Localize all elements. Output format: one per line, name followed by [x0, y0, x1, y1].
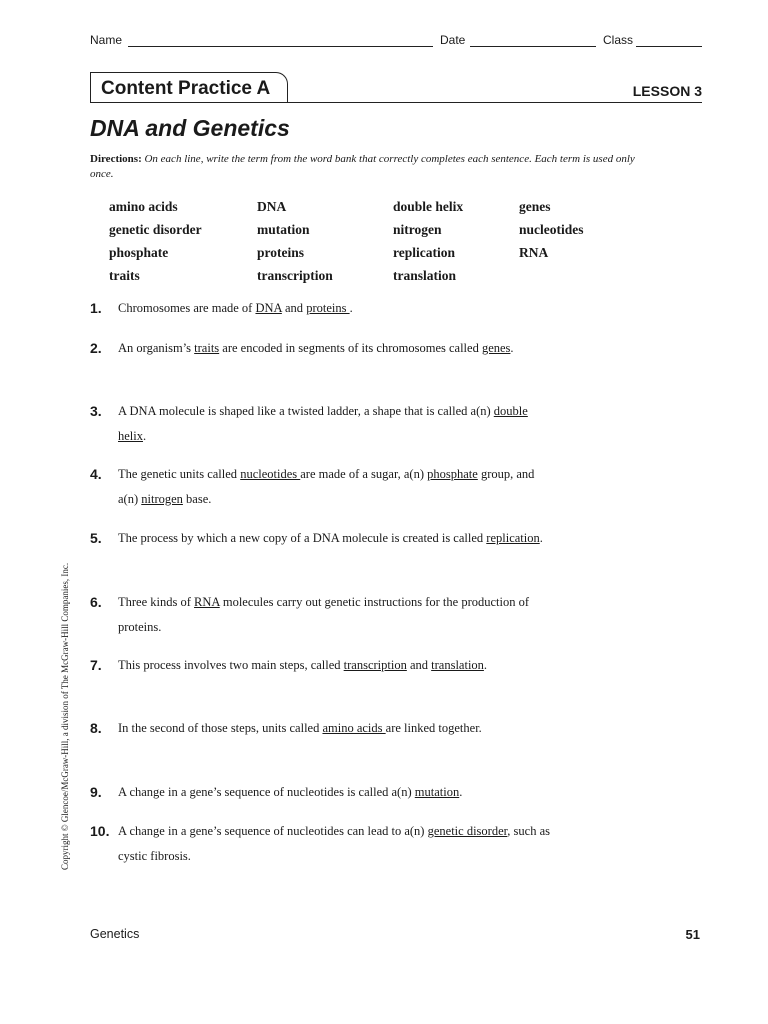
question-number: 3.	[90, 403, 102, 419]
question-text-segment: An organism’s	[118, 341, 195, 355]
question-text-segment: molecules carry out genetic instructions for the production of proteins.	[118, 595, 530, 634]
question-text	[118, 526, 550, 551]
word-bank-term: replication	[393, 245, 455, 260]
question-number: 4.	[90, 466, 102, 482]
answer-blank[interactable]: mutation	[414, 785, 460, 799]
date-field[interactable]	[470, 46, 596, 47]
answer-blank[interactable]: phosphate	[427, 467, 478, 481]
page-number: 51	[685, 927, 700, 942]
answer-blank[interactable]: amino acids	[322, 721, 386, 735]
word-bank-term: traits	[109, 268, 140, 283]
question-item	[90, 462, 550, 512]
question-item	[90, 653, 550, 678]
word-bank-term: phosphate	[109, 245, 169, 260]
question-text-segment: base.	[182, 492, 212, 506]
question-number: 5.	[90, 530, 102, 546]
question-text	[118, 462, 550, 512]
name-label: Name	[90, 33, 123, 47]
question-item	[90, 336, 550, 361]
question-text-segment: A DNA molecule is shaped like a twisted ladder, a shape that is called a(n)	[118, 404, 494, 418]
word-bank-term: RNA	[519, 245, 549, 260]
answer-blank[interactable]: transcription	[343, 658, 407, 672]
question-text-segment: .	[483, 658, 488, 672]
question-text-segment: Three kinds of	[118, 595, 195, 609]
question-item	[90, 399, 550, 449]
question-number: 9.	[90, 784, 102, 800]
directions-label: Directions:	[90, 153, 142, 165]
question-text	[118, 780, 550, 805]
question-text-segment: .	[539, 531, 543, 545]
footer-subject: Genetics	[90, 927, 140, 941]
date-label: Date	[440, 33, 466, 47]
word-bank-term: transcription	[257, 268, 333, 283]
directions-text: On each line, write the term from the word bank that correctly completes each sentence. Each term is used only once.	[90, 153, 635, 180]
header-rule	[90, 102, 702, 103]
answer-blank[interactable]: nucleotides	[240, 467, 301, 481]
answer-blank[interactable]: translation	[431, 658, 484, 672]
answer-blank[interactable]: proteins	[306, 301, 350, 315]
question-number: 2.	[90, 340, 102, 356]
answer-blank[interactable]: genes	[481, 341, 511, 355]
name-field[interactable]	[128, 46, 433, 47]
answer-blank[interactable]: DNA	[255, 301, 282, 315]
question-text-segment: This process involves two main steps, called	[118, 658, 344, 672]
word-bank-term: amino acids	[109, 199, 178, 214]
question-item	[90, 526, 550, 551]
question-text-segment: The genetic units called	[118, 467, 241, 481]
question-item	[90, 590, 550, 640]
answer-blank[interactable]: replication	[486, 531, 540, 545]
question-text-segment: .	[510, 341, 514, 355]
word-bank-term: proteins	[257, 245, 305, 260]
question-text-segment: In the second of those steps, units called	[118, 721, 323, 735]
question-text-segment: group, and a(n)	[118, 467, 535, 506]
answer-blank[interactable]: genetic disorder	[427, 824, 508, 838]
answer-blank[interactable]: RNA	[194, 595, 220, 609]
word-bank-term: mutation	[257, 222, 310, 237]
question-text-segment: .	[459, 785, 463, 799]
question-item	[90, 716, 550, 741]
tab-title: Content Practice A	[101, 78, 271, 99]
question-text-segment: are made of a sugar, a(n)	[300, 467, 428, 481]
question-text-segment: .	[143, 429, 147, 443]
question-text-segment: are encoded in segments of its chromosomes called	[219, 341, 482, 355]
question-text-segment: are linked together.	[385, 721, 482, 735]
question-number: 1.	[90, 300, 102, 316]
question-text	[118, 716, 550, 741]
question-text-segment: A change in a gene’s sequence of nucleotides is called a(n)	[118, 785, 415, 799]
question-text	[118, 819, 550, 869]
word-bank-term: nucleotides	[519, 222, 584, 237]
question-text-segment: Chromosomes are made of	[118, 301, 256, 315]
question-text-segment: The process by which a new copy of a DNA molecule is created is called	[118, 531, 487, 545]
question-number: 7.	[90, 657, 102, 673]
word-bank-term: nitrogen	[393, 222, 442, 237]
question-number: 10.	[90, 823, 110, 839]
class-field[interactable]	[636, 46, 702, 47]
question-text-segment: A change in a gene’s sequence of nucleotides can lead to a(n)	[118, 824, 428, 838]
word-bank-term: translation	[393, 268, 457, 283]
question-number: 8.	[90, 720, 102, 736]
answer-blank[interactable]: nitrogen	[141, 492, 183, 506]
question-text	[118, 399, 550, 449]
answer-blank[interactable]: double helix	[118, 404, 528, 443]
question-text-segment: , such as cystic fibrosis.	[118, 824, 550, 863]
question-text	[118, 653, 550, 678]
lesson-label: LESSON 3	[632, 83, 702, 99]
content-practice-tab	[90, 72, 288, 103]
word-bank-term: genetic disorder	[109, 222, 202, 237]
page-title: DNA and Genetics	[90, 115, 290, 141]
question-text-segment: .	[349, 301, 353, 315]
word-bank-term: double helix	[393, 199, 464, 214]
copyright-notice: Copyright © Glencoe/McGraw-Hill, a division of The McGraw-Hill Companies, Inc.	[60, 562, 70, 870]
answer-blank[interactable]: traits	[194, 341, 220, 355]
class-label: Class	[603, 33, 634, 47]
question-item	[90, 819, 550, 869]
question-text	[118, 590, 550, 640]
question-item	[90, 296, 550, 321]
word-bank-term: DNA	[257, 199, 287, 214]
question-text	[118, 336, 550, 361]
question-text	[118, 296, 550, 321]
student-info-header	[90, 33, 702, 49]
question-text-segment: and	[406, 658, 432, 672]
question-text-segment: and	[281, 301, 307, 315]
word-bank-term: genes	[519, 199, 551, 214]
directions	[90, 152, 635, 182]
question-item	[90, 780, 550, 805]
question-number: 6.	[90, 594, 102, 610]
